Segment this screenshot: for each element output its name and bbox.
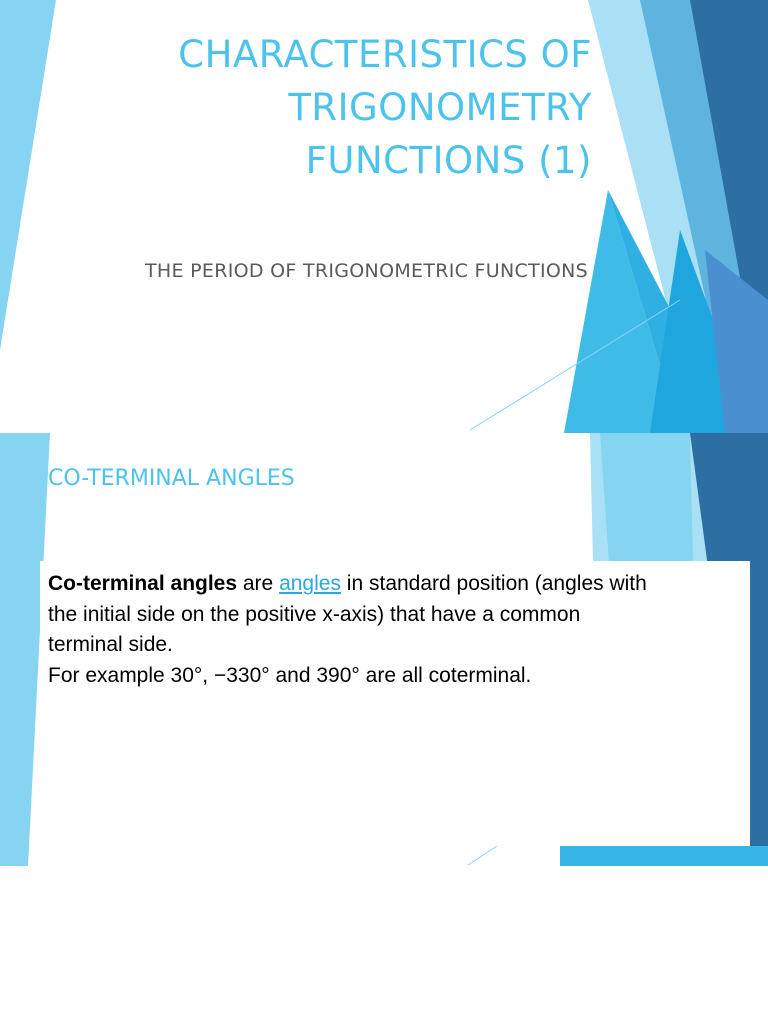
slide-title — [32, 28, 592, 187]
section-heading: CO-TERMINAL ANGLES — [48, 466, 295, 491]
content-slide — [0, 433, 768, 866]
title-line-3: FUNCTIONS (1) — [305, 139, 592, 182]
definition-paragraph — [48, 569, 648, 691]
title-slide — [0, 0, 768, 433]
title-line-1: CHARACTERISTICS OF — [178, 33, 592, 76]
text-segment-2: in standard position (angles with the initial side on the positive x-axis) that have a common terminal side. — [48, 572, 647, 656]
text-segment-1: are — [237, 572, 280, 595]
example-text: For example 30°, −330° and 390° are all coterminal. — [48, 663, 532, 687]
angles-link[interactable]: angles — [279, 572, 341, 595]
bottom-band — [560, 846, 768, 866]
content-box — [40, 561, 750, 846]
slide-subtitle: THE PERIOD OF TRIGONOMETRIC FUNCTIONS — [145, 260, 588, 282]
title-line-2: TRIGONOMETRY — [288, 86, 592, 129]
term-bold: Co-terminal angles — [48, 572, 238, 595]
